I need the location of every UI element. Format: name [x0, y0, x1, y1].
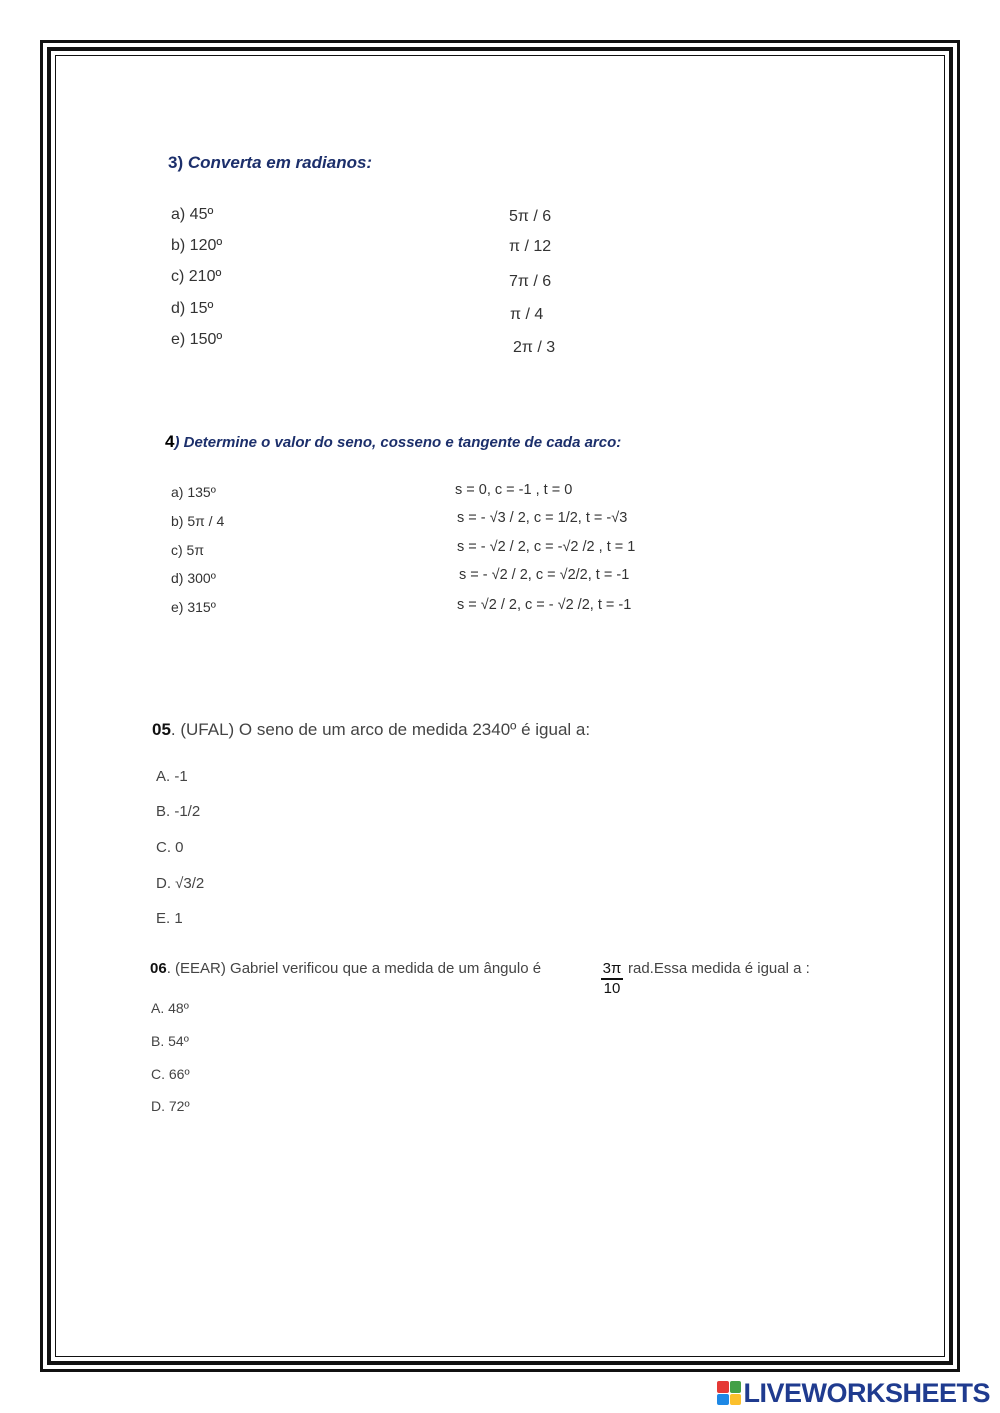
q4-item-b: b) 5π / 4 — [171, 513, 225, 529]
liveworksheets-icon — [717, 1381, 741, 1405]
q5-number: 05 — [152, 720, 171, 739]
q3-title-text: Converta em radianos: — [187, 153, 373, 172]
q4-answer-3[interactable]: s = - √2 / 2, c = -√2 /2 , t = 1 — [457, 539, 636, 555]
logo-square-green — [730, 1381, 742, 1393]
q3-item-b: b) 120º — [171, 237, 223, 254]
q4-answer-5[interactable]: s = √2 / 2, c = - √2 /2, t = -1 — [457, 597, 632, 613]
q4-answer-1[interactable]: s = 0, c = -1 , t = 0 — [455, 482, 573, 498]
q4-item-d: d) 300º — [171, 570, 216, 586]
q5-option-e[interactable]: E. 1 — [156, 910, 183, 927]
q6-text-after: rad.Essa medida é igual a : — [628, 960, 810, 977]
q6-text-before: . (EEAR) Gabriel verificou que a medida de um ângulo é — [166, 960, 542, 977]
q4-number: 4 — [165, 432, 175, 451]
q4-item-c: c) 5π — [171, 542, 204, 558]
liveworksheets-logo — [717, 1378, 990, 1408]
q5-option-c[interactable]: C. 0 — [156, 839, 184, 856]
q5-option-b[interactable]: B. -1/2 — [156, 803, 201, 820]
q3-item-e: e) 150º — [171, 331, 223, 348]
q3-item-a: a) 45º — [171, 206, 214, 223]
q5-option-a[interactable]: A. -1 — [156, 768, 188, 785]
q4-title-text: ) Determine o valor do seno, cosseno e tangente de cada arco: — [174, 434, 622, 451]
liveworksheets-text: LIVEWORKSHEETS — [743, 1378, 990, 1408]
q6-option-c[interactable]: C. 66º — [151, 1066, 190, 1082]
q6-option-d[interactable]: D. 72º — [151, 1098, 190, 1114]
q6-fraction-denominator: 10 — [603, 980, 621, 997]
q5-question — [152, 720, 590, 740]
logo-square-red — [717, 1381, 729, 1393]
q3-answer-3[interactable]: 7π / 6 — [509, 273, 552, 290]
q4-title — [165, 432, 621, 452]
q6-option-a[interactable]: A. 48º — [151, 1000, 189, 1016]
q6-question — [150, 960, 541, 977]
q6-fraction-numerator: 3π — [601, 960, 623, 980]
q6-number: 06 — [150, 960, 167, 977]
q5-option-d[interactable]: D. √3/2 — [156, 875, 205, 892]
logo-square-blue — [717, 1394, 729, 1406]
q3-answer-4[interactable]: π / 4 — [510, 306, 544, 323]
q3-item-d: d) 15º — [171, 300, 214, 317]
q3-title — [168, 153, 372, 173]
q3-answer-2[interactable]: π / 12 — [509, 238, 552, 255]
q3-item-c: c) 210º — [171, 268, 222, 285]
q6-fraction — [601, 960, 623, 998]
q4-item-e: e) 315º — [171, 599, 216, 615]
q4-answer-4[interactable]: s = - √2 / 2, c = √2/2, t = -1 — [459, 567, 630, 583]
logo-square-yellow — [730, 1394, 742, 1406]
q4-item-a: a) 135º — [171, 484, 216, 500]
q6-option-b[interactable]: B. 54º — [151, 1033, 189, 1049]
q3-answer-5[interactable]: 2π / 3 — [513, 339, 556, 356]
q3-number: 3) — [168, 153, 184, 172]
q5-text: . (UFAL) O seno de um arco de medida 2340º é igual a: — [170, 720, 591, 739]
q4-answer-2[interactable]: s = - √3 / 2, c = 1/2, t = -√3 — [457, 510, 628, 526]
q3-answer-1[interactable]: 5π / 6 — [509, 208, 552, 225]
